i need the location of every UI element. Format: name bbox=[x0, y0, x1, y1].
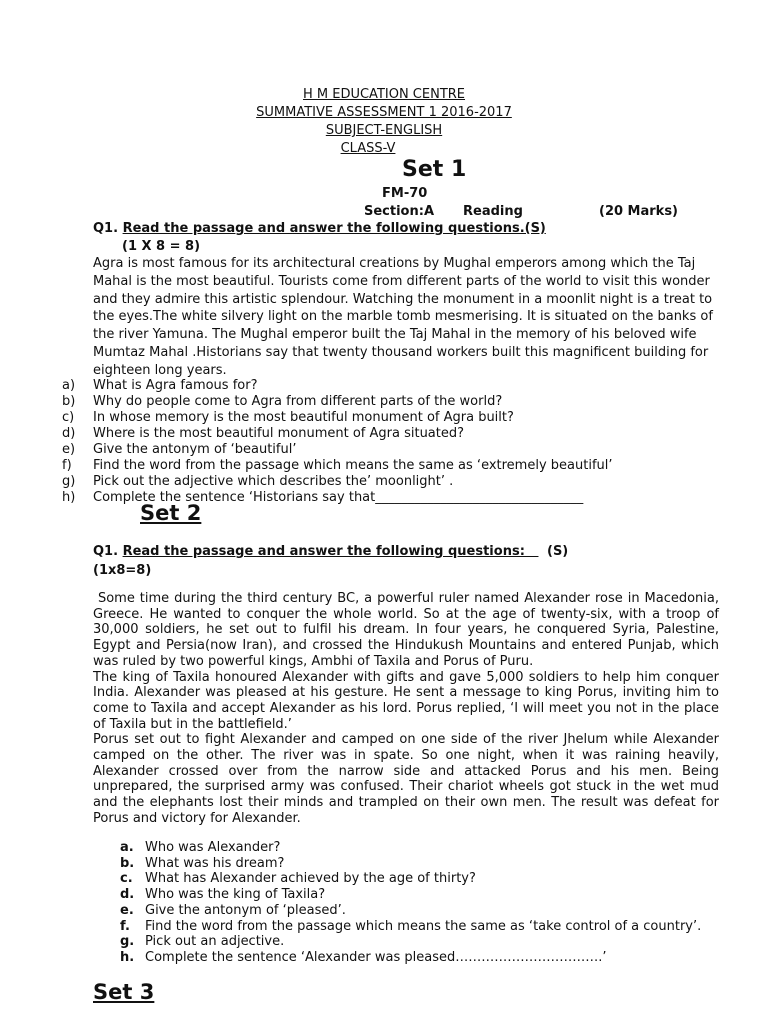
set1-q-label: Q1. bbox=[93, 221, 119, 236]
set1-title: Set 1 bbox=[402, 157, 467, 182]
list-item: c. What has Alexander achieved by the age of thirty? bbox=[120, 871, 476, 887]
exam-title: SUMMATIVE ASSESSMENT 1 2016-2017 bbox=[256, 105, 512, 120]
set2-q-text: Read the passage and answer the following questions: bbox=[122, 544, 539, 559]
set1-mark-scheme: (1 X 8 = 8) bbox=[122, 239, 201, 254]
list-item: f. Find the word from the passage which means the same as ‘take control of a country’. bbox=[120, 918, 702, 934]
list-item: g) Pick out the adjective which describes the’ moonlight’ . bbox=[62, 474, 454, 489]
list-item: b) Why do people come to Agra from different parts of the world? bbox=[62, 394, 503, 409]
section-name: Reading bbox=[463, 204, 523, 219]
list-item: e) Give the antonym of ‘beautiful’ bbox=[62, 442, 297, 457]
full-marks: FM-70 bbox=[382, 186, 428, 201]
set1-question-heading bbox=[93, 221, 546, 236]
class-line: CLASS-V bbox=[340, 141, 396, 156]
list-item: g. Pick out an adjective. bbox=[120, 934, 285, 950]
set2-mark-scheme: (1x8=8) bbox=[93, 563, 152, 578]
list-item: d. Who was the king of Taxila? bbox=[120, 887, 326, 903]
set2-title: Set 2 bbox=[140, 501, 202, 525]
section-label: Section:A bbox=[364, 204, 435, 219]
set2-passage bbox=[93, 591, 719, 827]
set1-question-list bbox=[62, 378, 613, 506]
subject-line: SUBJECT-ENGLISH bbox=[325, 123, 443, 138]
list-item: c) In whose memory is the most beautiful monument of Agra built? bbox=[62, 410, 514, 425]
list-item: a) What is Agra famous for? bbox=[62, 378, 258, 393]
set2-q-label: Q1. bbox=[93, 544, 119, 559]
school-name: H M EDUCATION CENTRE bbox=[302, 87, 466, 102]
section-marks: (20 Marks) bbox=[599, 204, 679, 219]
list-item: f) Find the word from the passage which means the same as ‘extremely beautiful’ bbox=[62, 458, 613, 473]
list-item: d) Where is the most beautiful monument of Agra situated? bbox=[62, 426, 465, 441]
set2-paragraph: The king of Taxila honoured Alexander with gifts and gave 5,000 soldiers to help him conquer India. Alexander was pleased at his gesture. He sent a message to king Porus, inviting him to come to Taxila and accept Alexander as his lord. Porus replied, ‘I will meet you not in the place of Taxila but in the battlefield.’ bbox=[93, 669, 719, 732]
set2-paragraph: Porus set out to fight Alexander and camped on one side of the river Jhelum while Alexander camped on the other. The river was in spate. So one night, when it was raining heavily, Alexander crossed over from the narrow side and attacked Porus and his men. Being unprepared, the surprised army was confused. Their chariot wheels got stuck in the wet mud and the elephants lost their minds and trampled on their own men. The result was defeat for Porus and victory for Alexander. bbox=[93, 732, 719, 826]
list-item: h) Complete the sentence ‘Historians say that________________________________ bbox=[62, 490, 584, 505]
set2-question-heading bbox=[93, 544, 568, 559]
set3-title: Set 3 bbox=[93, 980, 155, 1004]
list-item: e. Give the antonym of ‘pleased’. bbox=[120, 902, 346, 918]
list-item: h. Complete the sentence ‘Alexander was pleased…………………………….’ bbox=[120, 949, 607, 965]
set2-question-list bbox=[120, 840, 720, 966]
set2-paragraph: Some time during the third century BC, a powerful ruler named Alexander rose in Macedonia, Greece. He wanted to conquer the whole world. So at the age of twenty-six, with a troop of 30,000 soldiers, he set out to fulfil his dream. In four years, he conquered Syria, Palestine, Egypt and Persia(now Iran), and crossed the Hindukush Mountains and entered Punjab, which was ruled by two powerful kings, Ambhi of Taxila and Porus of Puru. bbox=[93, 591, 719, 669]
set1-passage: Agra is most famous for its architectural creations by Mughal emperors among which the Taj Mahal is the most beautiful. Tourists come from different parts of the world to visit this wonder and they admire this artistic splendour. Watching the monument in a moonlit night is a treat to the eyes.The white silvery light on the marble tomb mesmerising. It is situated on the banks of the river Yamuna. The Mughal emperor built the Taj Mahal in the memory of his beloved wife Mumtaz Mahal .Historians say that twenty thousand workers built this magnificent building for eighteen long years. bbox=[93, 256, 713, 378]
set2-q-suffix: (S) bbox=[547, 544, 569, 559]
set1-q-text: Read the passage and answer the following questions.(S) bbox=[122, 221, 546, 236]
list-item: b. What was his dream? bbox=[120, 855, 285, 871]
list-item: a. Who was Alexander? bbox=[120, 840, 281, 855]
